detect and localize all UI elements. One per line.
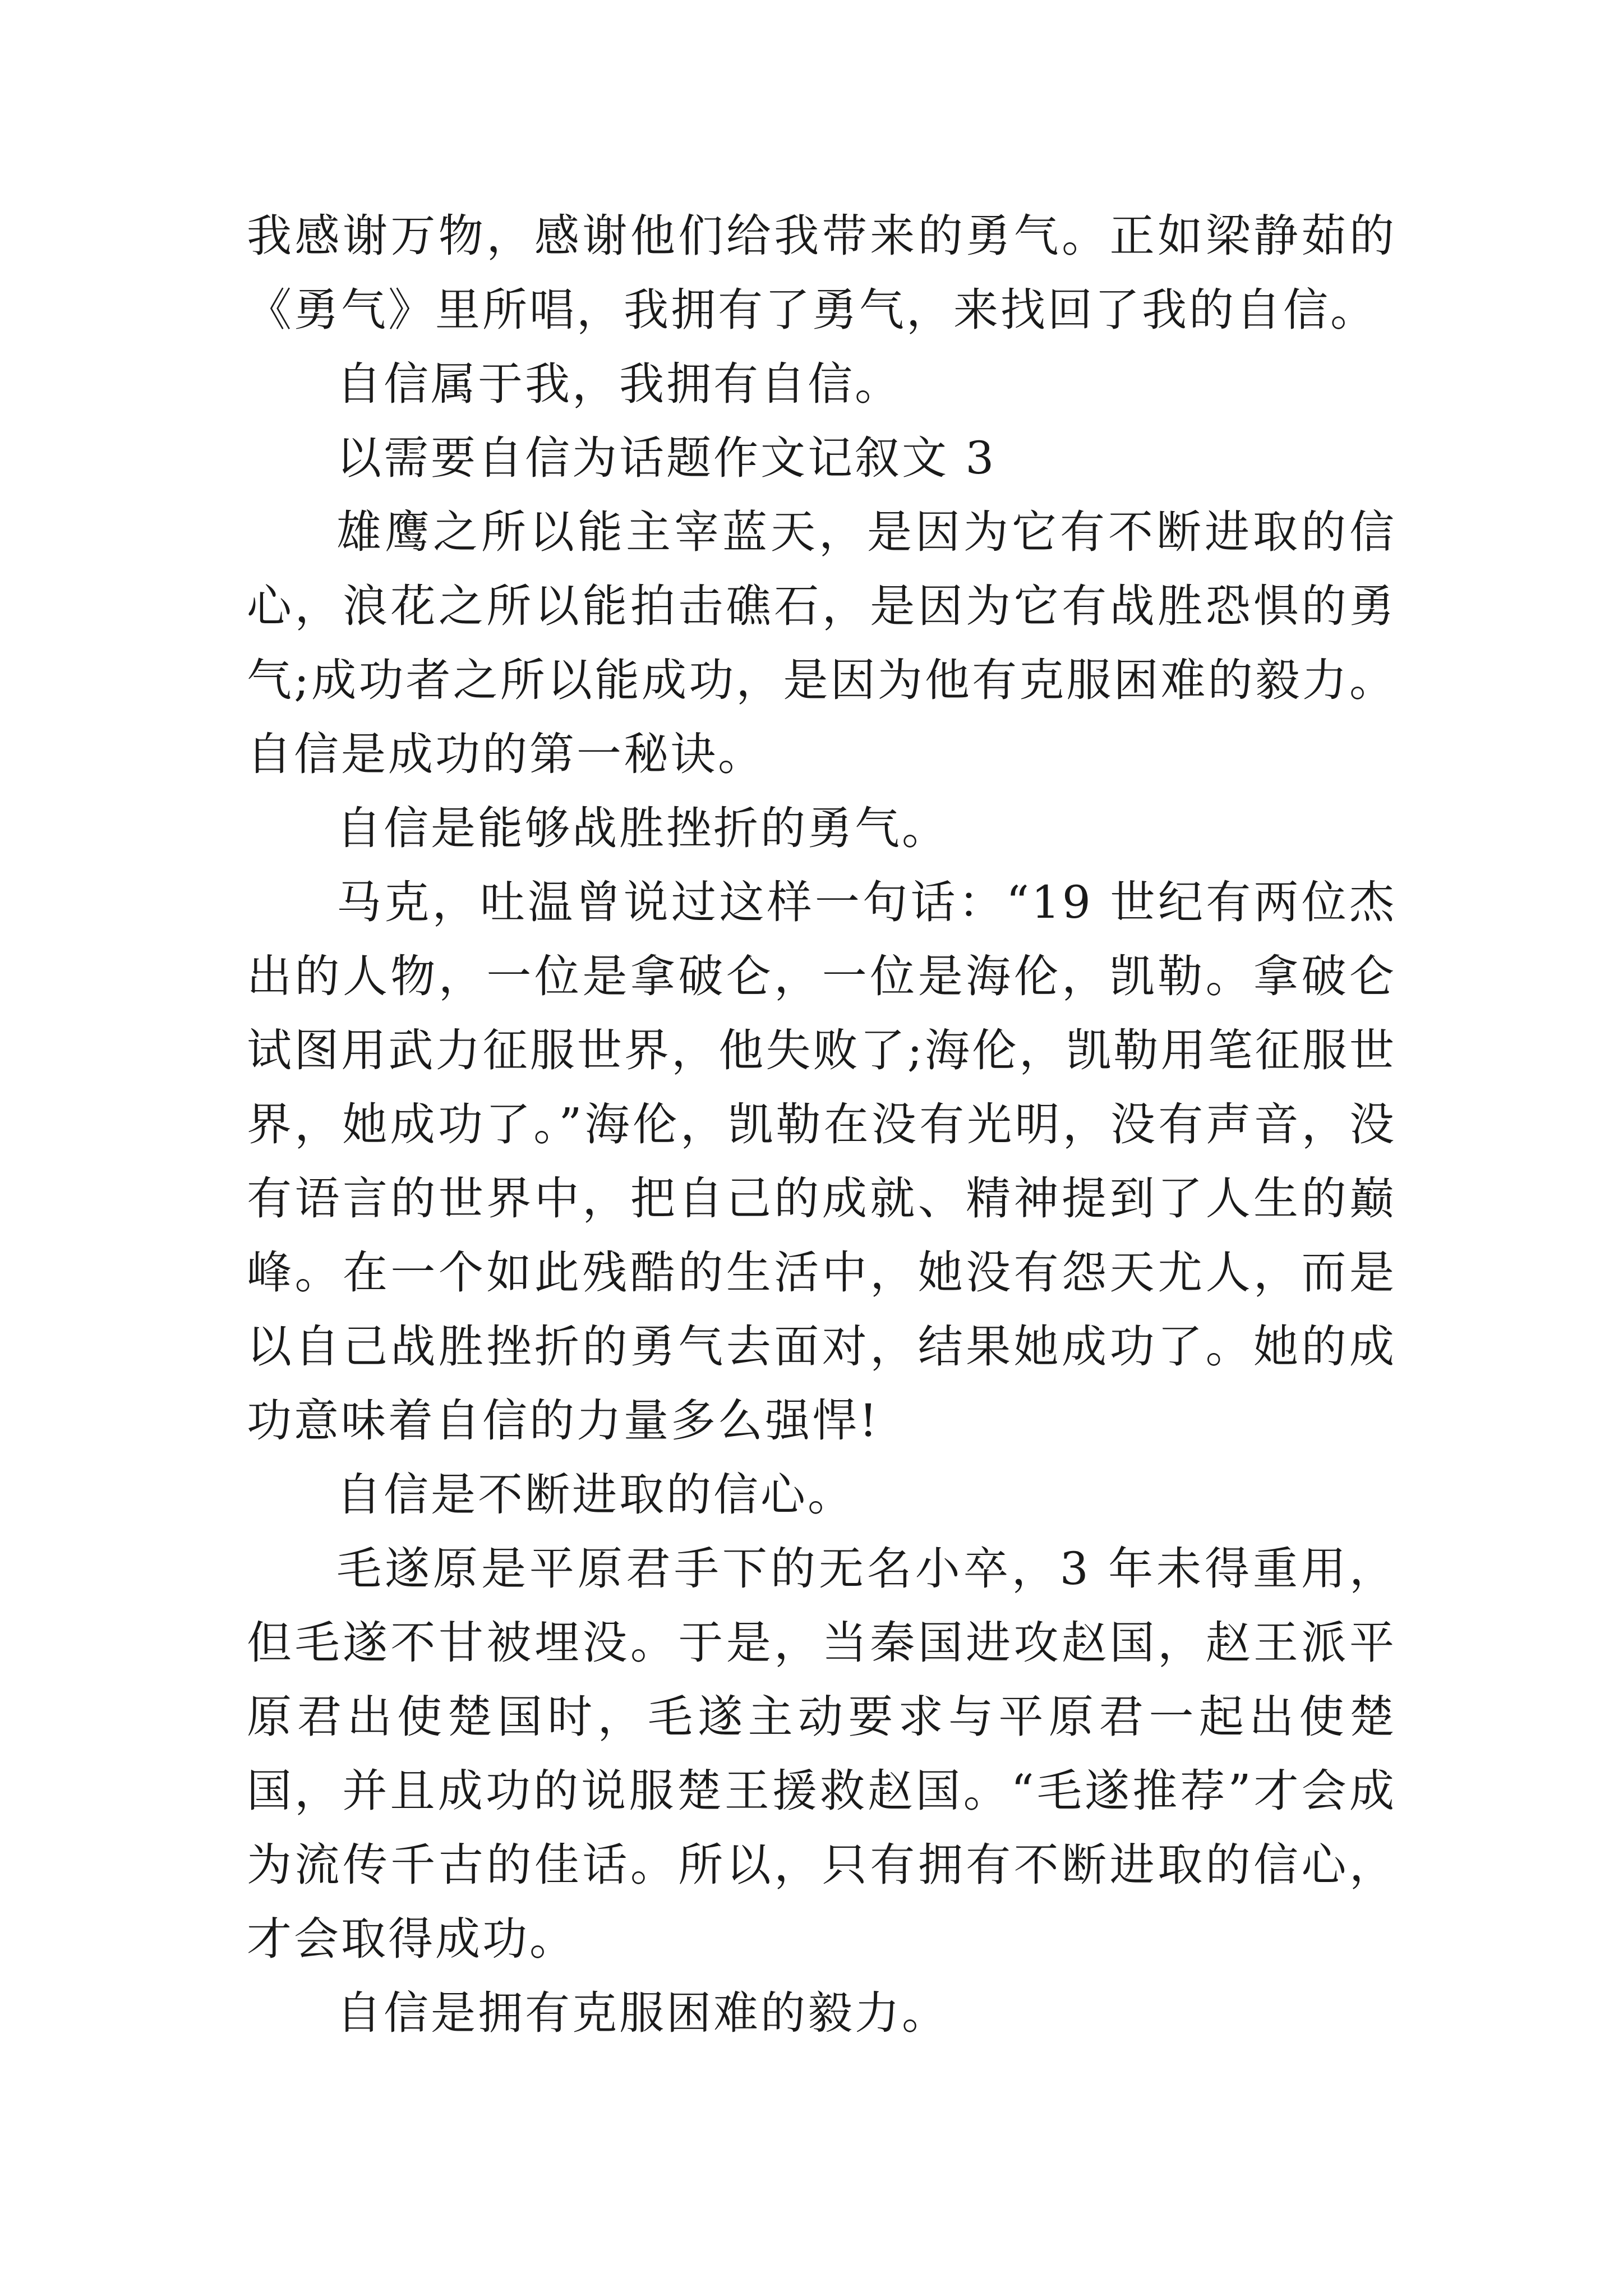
paragraph-5: 自信是能够战胜挫折的勇气。	[336, 802, 949, 854]
paragraph-7: 自信是不断进取的信心。	[336, 1469, 855, 1521]
paragraph-4: 雄鹰之所以能主宰蓝天，是因为它有不断进取的信心，浪花之所以能拍击礁石，是因为它有战胜恐惧的勇气;成功者之所以能成功，是因为他有克服困难的毅力。自信是成功的第一秘诀。	[247, 506, 1396, 780]
paragraph-6: 马克，吐温曾说过这样一句话：“19 世纪有两位杰出的人物，一位是拿破仑，一位是海伦，凯勒。拿破仑试图用武力征服世界，他失败了;海伦，凯勒用笔征服世界，她成功了。”海伦，凯勒在没有光明，没有声音，没有语言的世界中，把自己的成就、精神提到了人生的巅峰。在一个如此残酷的生活中，她没有怨天尤人，而是以自己战胜挫折的勇气去面对，结果她成功了。她的成功意味着自信的力量多么强悍!	[247, 876, 1396, 1447]
paragraph-9: 自信是拥有克服困难的毅力。	[336, 1987, 949, 2039]
paragraph-8: 毛遂原是平原君手下的无名小卒，3 年未得重用，但毛遂不甘被埋没。于是，当秦国进攻赵国，赵王派平原君出使楚国时，毛遂主动要求与平原君一起出使楚国，并且成功的说服楚王援救赵国。“毛遂推荐”才会成为流传千古的佳话。所以，只有拥有不断进取的信心，才会取得成功。	[247, 1543, 1396, 1965]
section-heading: 以需要自信为话题作文记叙文 3	[336, 432, 997, 484]
paragraph-2: 自信属于我，我拥有自信。	[336, 358, 902, 410]
paragraph-1: 我感谢万物，感谢他们给我带来的勇气。正如梁静茹的《勇气》里所唱，我拥有了勇气，来找回了我的自信。	[247, 210, 1396, 336]
document-body	[247, 199, 1396, 2050]
